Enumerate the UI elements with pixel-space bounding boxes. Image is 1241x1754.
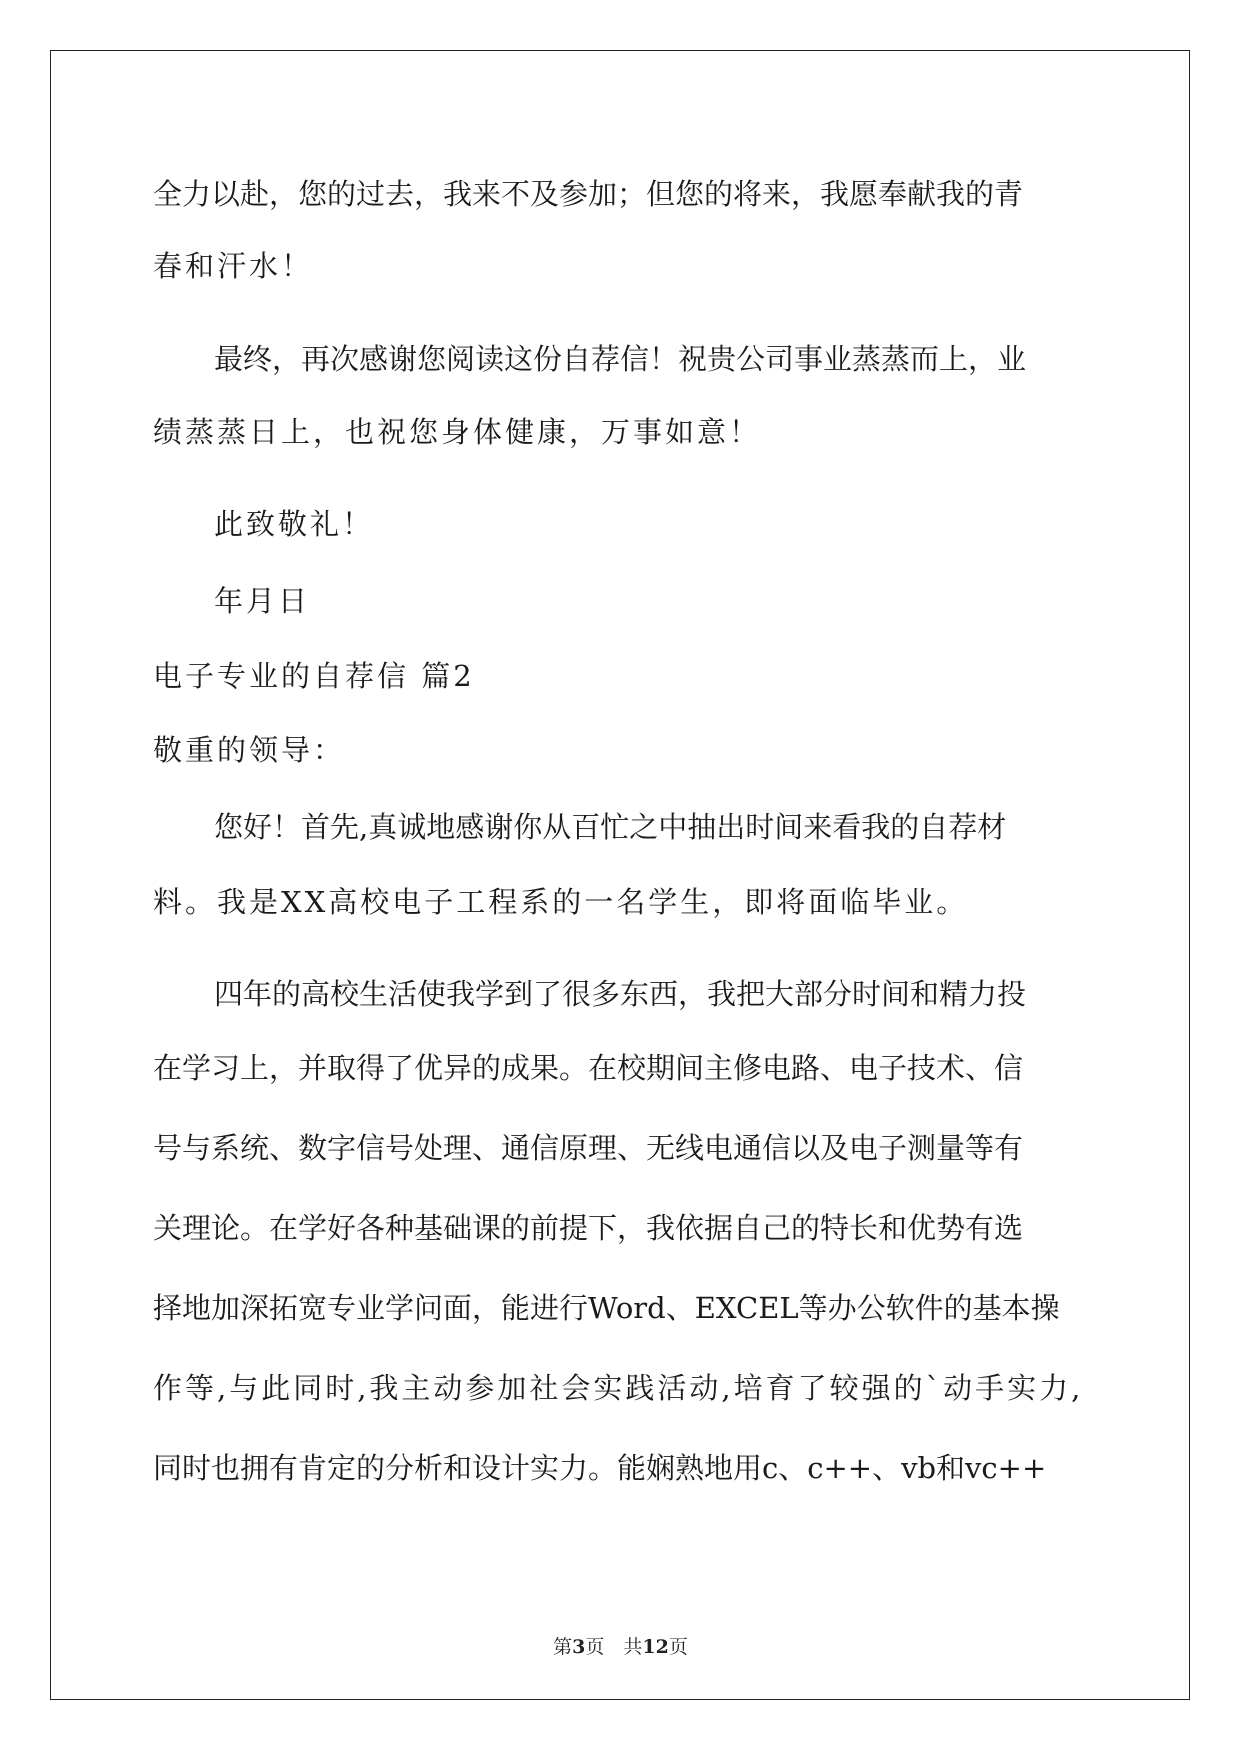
footer-prefix: 第	[553, 1636, 573, 1658]
page-number: 3	[572, 1636, 586, 1658]
text-line: 择地加深拓宽专业学问面，能进行Word、EXCEL等办公软件的基本操	[153, 1291, 1060, 1325]
section-heading: 电子专业的自荐信 篇2	[153, 659, 475, 693]
text-line: 料。我是XX高校电子工程系的一名学生，即将面临毕业。	[153, 885, 969, 919]
text-line: 最终，再次感谢您阅读这份自荐信！祝贵公司事业蒸蒸而上，业	[214, 342, 1027, 376]
text-line: 绩蒸蒸日上，也祝您身体健康，万事如意！	[153, 415, 762, 449]
text-line: 同时也拥有肯定的分析和设计实力。能娴熟地用c、c++、vb和vc++	[153, 1451, 1047, 1485]
text-line: 四年的高校生活使我学到了很多东西，我把大部分时间和精力投	[214, 977, 1027, 1011]
text-line: 全力以赴，您的过去，我来不及参加；但您的将来，我愿奉献我的青	[153, 177, 1024, 211]
total-pages: 12	[642, 1636, 669, 1658]
text-line: 年月日	[214, 584, 311, 618]
text-line: 此致敬礼！	[214, 507, 375, 541]
text-line: 作等,与此同时,我主动参加社会实践活动,培育了较强的`动手实力,	[153, 1371, 1084, 1405]
text-line: 春和汗水！	[153, 249, 314, 283]
text-line: 在学习上，并取得了优异的成果。在校期间主修电路、电子技术、信	[153, 1051, 1024, 1085]
text-line: 关理论。在学好各种基础课的前提下，我依据自己的特长和优势有选	[153, 1211, 1024, 1245]
page-footer	[0, 1632, 1241, 1659]
text-line: 您好！首先,真诚地感谢你从百忙之中抽出时间来看我的自荐材	[214, 810, 1007, 844]
footer-suffix: 页	[668, 1636, 688, 1658]
text-line: 号与系统、数字信号处理、通信原理、无线电通信以及电子测量等有	[153, 1131, 1024, 1165]
footer-mid: 页 共	[585, 1636, 643, 1658]
salutation: 敬重的领导：	[153, 733, 346, 767]
